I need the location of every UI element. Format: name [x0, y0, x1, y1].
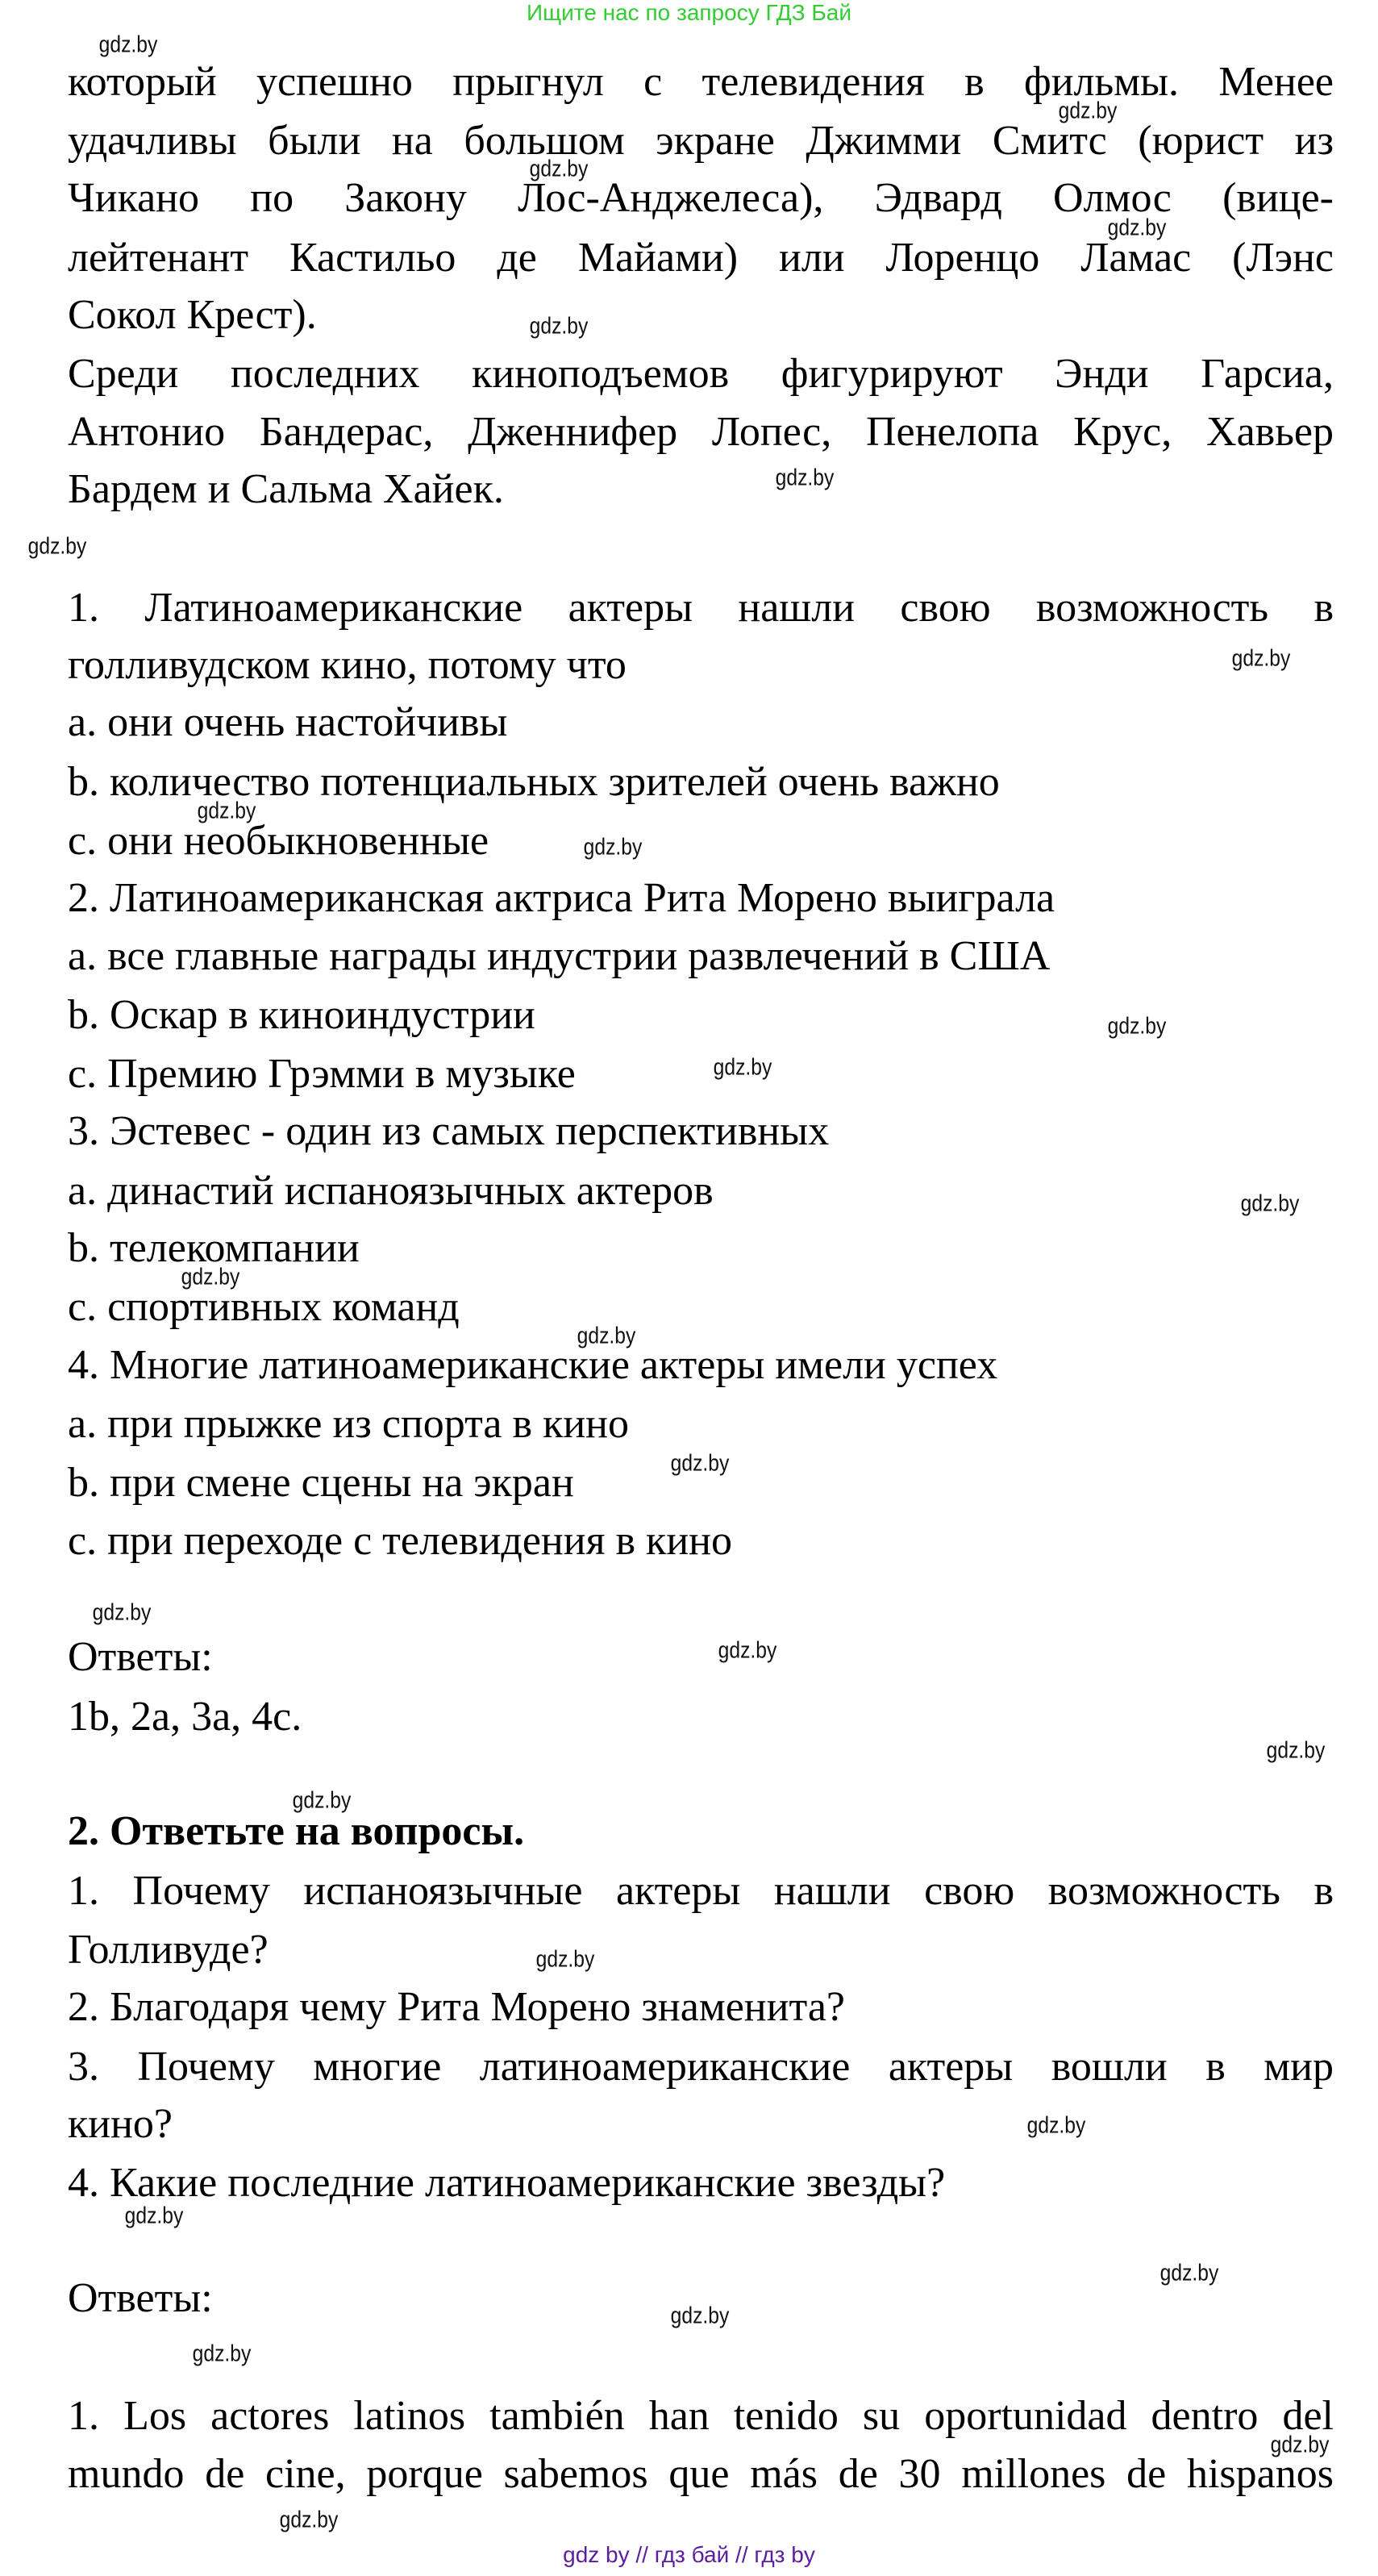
watermark: gdz.by — [1058, 98, 1118, 124]
watermark: gdz.by — [535, 1946, 595, 1973]
watermark: gdz.by — [292, 1787, 352, 1814]
watermark: gdz.by — [1107, 215, 1167, 241]
text-line: лейтенант Кастильо де Майами) или Лоренцо Ламас (Лэнс — [68, 235, 1334, 281]
section-heading: 2. Ответьте на вопросы. — [68, 1808, 525, 1854]
text-line: Бардем и Сальма Хайек. — [68, 466, 504, 512]
watermark: gdz.by — [192, 2340, 252, 2367]
text-line: 3. Эстевес - один из самых перспективных — [68, 1108, 830, 1154]
watermark: gdz.by — [718, 1637, 777, 1664]
text-line: 1. Почему испаноязычные актеры нашли свою возможность в — [68, 1868, 1334, 1914]
watermark: gdz.by — [670, 1450, 730, 1477]
text-line: Сокол Крест). — [68, 292, 317, 338]
text-line: 1. Латиноамериканские актеры нашли свою возможность в — [68, 585, 1334, 631]
text-line: 1. Los actores latinos también han tenido su oportunidad dentro del — [68, 2393, 1334, 2439]
watermark: gdz.by — [197, 798, 256, 824]
watermark: gdz.by — [124, 2203, 184, 2229]
text-line: 1b, 2a, 3a, 4c. — [68, 1694, 302, 1740]
text-line: c. спортивных команд — [68, 1284, 460, 1330]
watermark: gdz.by — [27, 533, 87, 560]
text-line: a. все главные награды индустрии развлечений в США — [68, 933, 1051, 979]
watermark: gdz.by — [1240, 1190, 1300, 1217]
text-line: кино? — [68, 2101, 173, 2147]
text-line: Голливуде? — [68, 1927, 269, 1973]
watermark: gdz.by — [529, 313, 589, 340]
text-line: 3. Почему многие латиноамериканские актеры вошли в мир — [68, 2044, 1334, 2090]
text-line: удачливы были на большом экране Джимми Смитс (юрист из — [68, 118, 1334, 164]
watermark: gdz.by — [92, 1599, 152, 1626]
watermark: gdz.by — [98, 31, 158, 58]
text-line: a. они очень настойчивы — [68, 699, 508, 745]
text-line: 4. Какие последние латиноамериканские звезды? — [68, 2160, 946, 2206]
text-line: Антонио Бандерас, Дженнифер Лопес, Пенелопа Крус, Хавьер — [68, 409, 1334, 455]
text-line: Ответы: — [68, 1634, 213, 1680]
watermark: gdz.by — [775, 465, 835, 491]
watermark: gdz.by — [1266, 1737, 1326, 1764]
text-line: голливудском кино, потому что — [68, 642, 627, 688]
text-line: mundo de cine, porque sabemos que más de 30 millones de hispanos — [68, 2451, 1334, 2497]
text-line: b. телекомпании — [68, 1225, 360, 1271]
watermark: gdz.by — [1231, 645, 1291, 672]
text-line: a. династий испаноязычных актеров — [68, 1168, 714, 1214]
text-line: b. Оскар в киноиндустрии — [68, 992, 535, 1038]
text-line: Чикано по Закону Лос-Анджелеса), Эдвард Олмос (вице- — [68, 175, 1334, 221]
watermark: gdz.by — [713, 1054, 772, 1081]
text-line: 4. Многие латиноамериканские актеры имели успех — [68, 1342, 998, 1388]
watermark: gdz.by — [577, 1323, 636, 1349]
text-line: b. при смене сцены на экран — [68, 1460, 574, 1506]
footer-links[interactable]: gdz by // гдз бай // гдз by — [563, 2542, 815, 2567]
watermark: gdz.by — [1159, 2260, 1219, 2286]
watermark: gdz.by — [279, 2507, 339, 2533]
text-line: Ответы: — [68, 2275, 213, 2321]
text-line: c. Премию Грэмми в музыке — [68, 1051, 576, 1097]
watermark: gdz.by — [181, 1264, 240, 1290]
text-line: a. при прыжке из спорта в кино — [68, 1401, 629, 1447]
watermark: gdz.by — [1270, 2432, 1330, 2458]
watermark: gdz.by — [670, 2303, 730, 2329]
site-banner[interactable]: Ищите нас по запросу ГДЗ Бай — [526, 0, 852, 25]
text-line: b. количество потенциальных зрителей очень важно — [68, 759, 1000, 805]
text-line: Среди последних киноподъемов фигурируют Энди Гарсиа, — [68, 351, 1334, 397]
text-line: c. они необыкновенные — [68, 818, 489, 864]
text-line: 2. Латиноамериканская актриса Рита Морено выиграла — [68, 875, 1055, 921]
watermark: gdz.by — [1107, 1013, 1167, 1040]
watermark: gdz.by — [1026, 2112, 1086, 2139]
text-line: 2. Благодаря чему Рита Морено знаменита? — [68, 1984, 845, 2030]
watermark: gdz.by — [529, 156, 589, 182]
watermark: gdz.by — [583, 834, 643, 861]
text-line: c. при переходе с телевидения в кино — [68, 1518, 732, 1564]
text-line: который успешно прыгнул с телевидения в фильмы. Менее — [68, 59, 1334, 105]
